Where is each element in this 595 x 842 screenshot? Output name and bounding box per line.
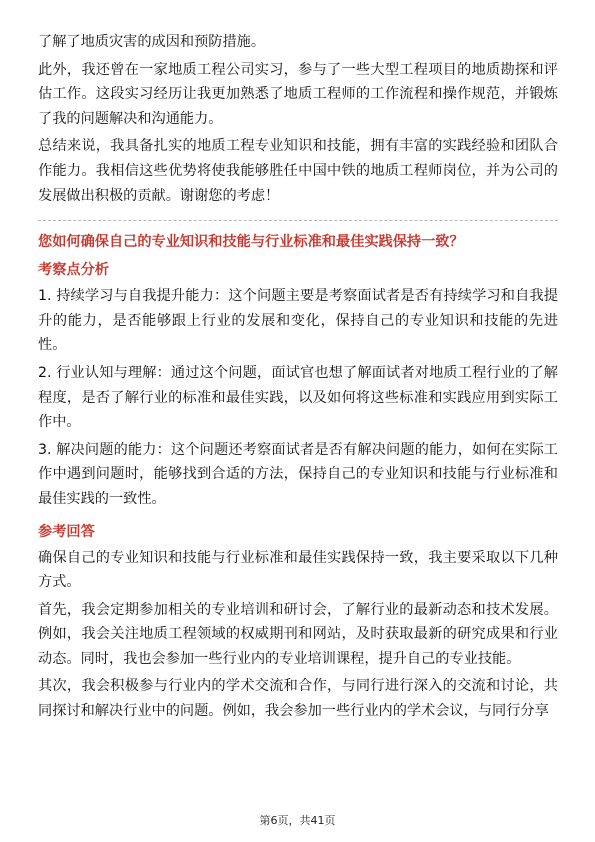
question-title: 您如何确保自己的专业知识和技能与行业标准和最佳实践保持一致？ bbox=[38, 234, 464, 251]
document-body bbox=[38, 30, 558, 727]
analysis-item: 2. 行业认知与理解：通过这个问题，面试官也想了解面试者对地质工程行业的了解程度，是否了解行业的标准和最佳实践，以及如何将这些标准和实践应用到实际工作中。 bbox=[38, 364, 558, 431]
answer-paragraph: 确保自己的专业知识和技能与行业标准和最佳实践保持一致，我主要采取以下几种方式。 bbox=[38, 549, 558, 591]
answer-paragraph: 首先，我会定期参加相关的专业培训和研讨会，了解行业的最新动态和技术发展。例如，我会关注地质工程领域的权威期刊和网站，及时获取最新的研究成果和行业动态。同时，我也会参加一些行业内的专业培训课程，提升自己的专业技能。 bbox=[38, 601, 558, 667]
analysis-item: 3. 解决问题的能力：这个问题还考察面试者是否有解决问题的能力，如何在实际工作中遇到问题时，能够找到合适的方法，保持自己的专业知识和技能与行业标准和最佳实践的一致性。 bbox=[38, 441, 558, 507]
page-number: 第6页，共41页 bbox=[259, 814, 336, 827]
intro-paragraph: 此外，我还曾在一家地质工程公司实习，参与了一些大型工程项目的地质勘探和评估工作。这段实习经历让我更加熟悉了地质工程师的工作流程和操作规范，并锻炼了我的问题解决和沟通能力。 bbox=[38, 61, 558, 127]
answer-heading: 参考回答 bbox=[38, 523, 95, 540]
intro-paragraph: 总结来说，我具备扎实的地质工程专业知识和技能，拥有丰富的实践经验和团队合作能力。我相信这些优势将使我能够胜任中国中铁的地质工程师岗位，并为公司的发展做出积极的贡献。谢谢您的考虑！ bbox=[38, 138, 558, 204]
section-divider bbox=[38, 220, 558, 221]
answer-paragraph: 其次，我会积极参与行业内的学术交流和合作，与同行进行深入的交流和讨论，共同探讨和解决行业中的问题。例如，我会参加一些行业内的学术会议，与同行分享 bbox=[38, 678, 558, 720]
intro-paragraph: 了解了地质灾害的成因和预防措施。 bbox=[38, 34, 266, 50]
analysis-heading: 考察点分析 bbox=[38, 262, 109, 279]
analysis-item: 1. 持续学习与自我提升能力：这个问题主要是考察面试者是否有持续学习和自我提升的能力，是否能够跟上行业的发展和变化，保持自己的专业知识和技能的先进性。 bbox=[38, 288, 558, 354]
